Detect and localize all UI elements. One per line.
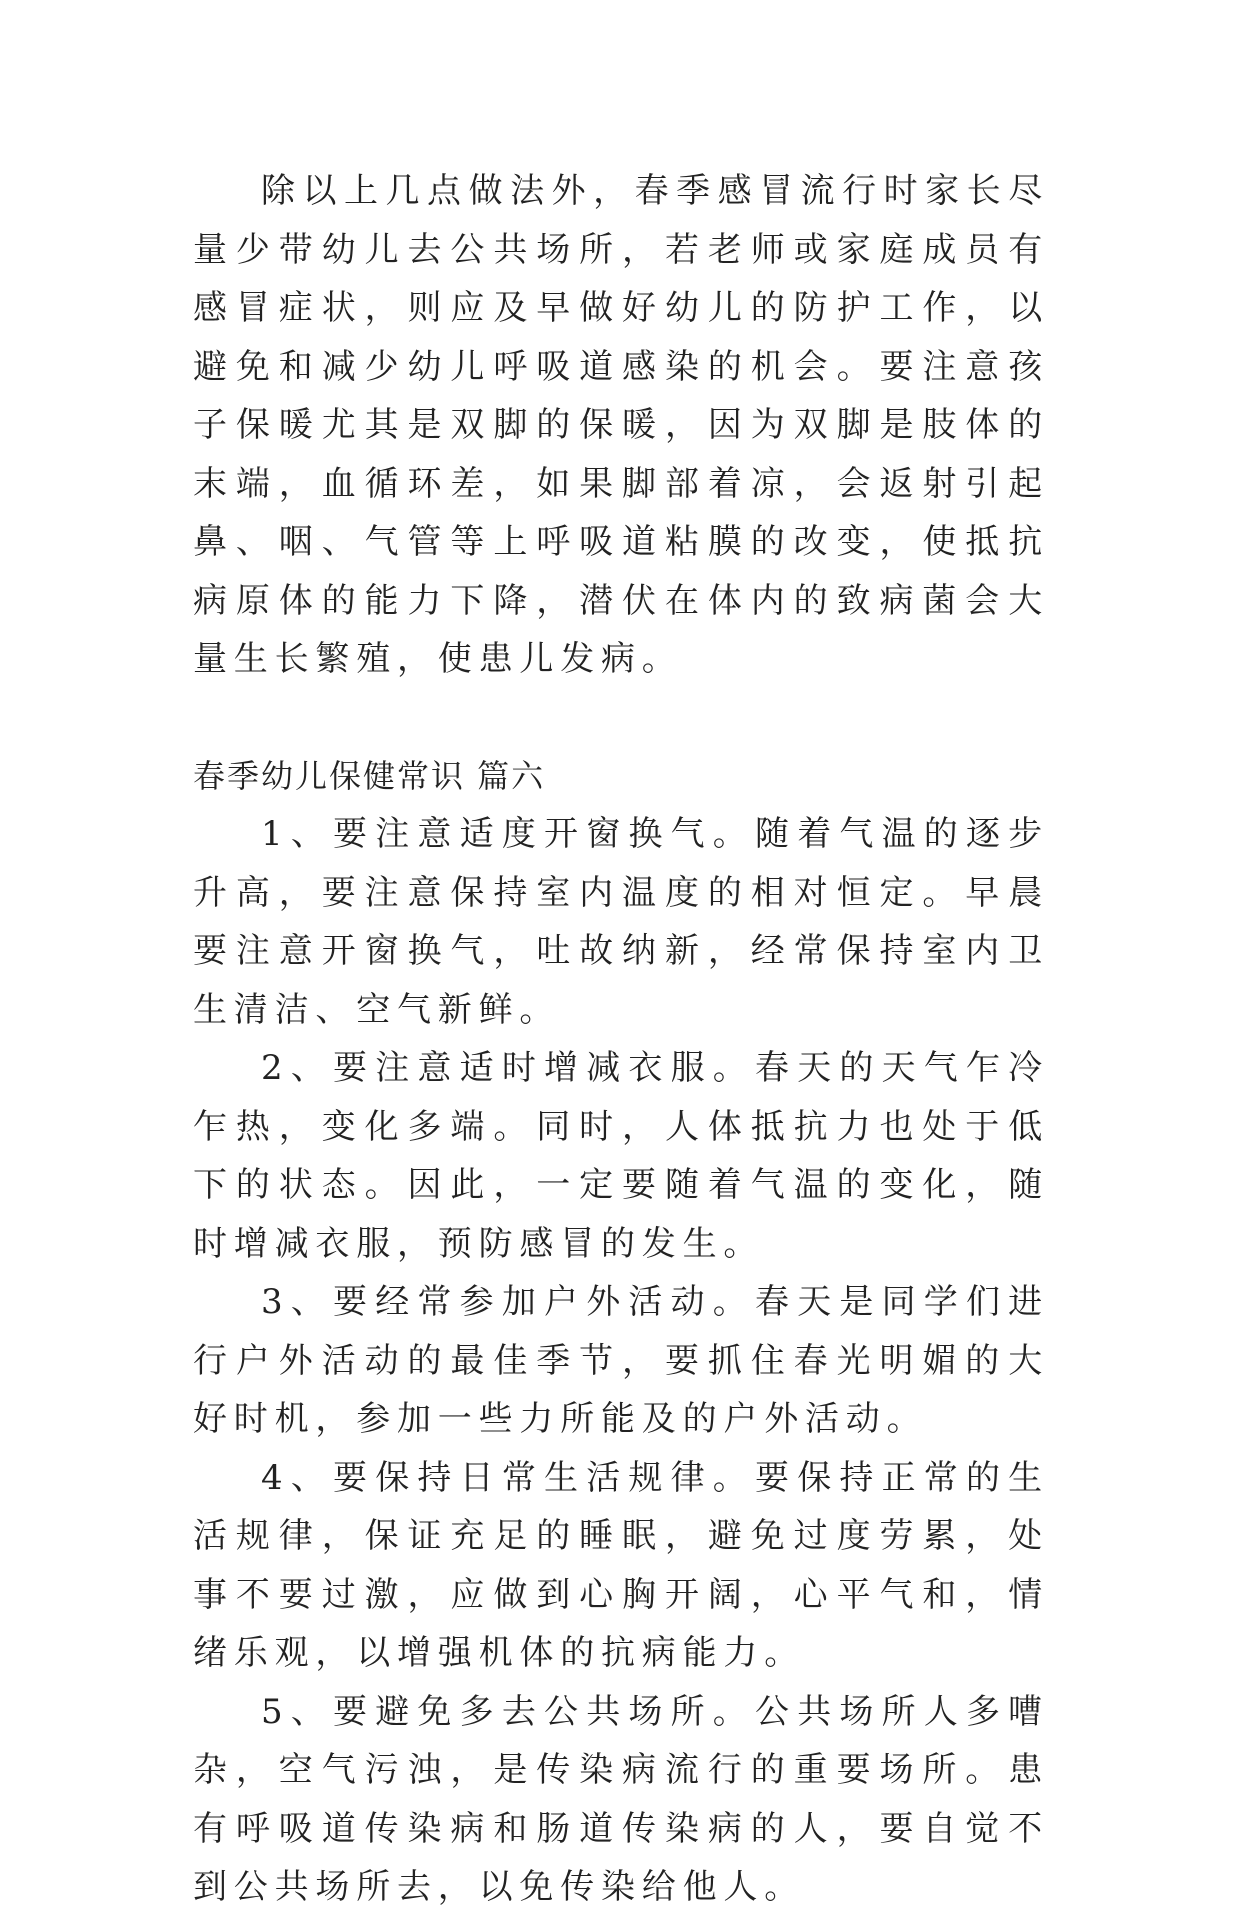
list-item: 2、要注意适时增减衣服。春天的天气乍冷乍热，变化多端。同时，人体抵抗力也处于低下的状态。因此，一定要随着气温的变化，随时增减衣服，预防感冒的发生。 bbox=[193, 1048, 1049, 1264]
list-item: 5、要避免多去公共场所。公共场所人多嘈杂，空气污浊，是传染病流行的重要场所。患有呼吸道传染病和肠道传染病的人，要自觉不到公共场所去，以免传染给他人。 bbox=[193, 1691, 1049, 1907]
intro-paragraph: 除以上几点做法外，春季感冒流行时家长尽量少带幼儿去公共场所，若老师或家庭成员有感冒症状，则应及早做好幼儿的防护工作，以避免和减少幼儿呼吸道感染的机会。要注意孩子保暖尤其是双脚的保暖，因为双脚是肢体的末端，血循环差，如果脚部着凉，会返射引起鼻、咽、气管等上呼吸道粘膜的改变，使抵抗病原体的能力下降，潜伏在体内的致病菌会大量生长繁殖，使患儿发病。 bbox=[193, 171, 1049, 679]
section-title: 春季幼儿保健常识 篇六 bbox=[193, 756, 546, 795]
document-page bbox=[193, 162, 1049, 1917]
list-item: 3、要经常参加户外活动。春天是同学们进行户外活动的最佳季节，要抓住春光明媚的大好时机，参加一些力所能及的户外活动。 bbox=[193, 1282, 1049, 1439]
list-item: 4、要保持日常生活规律。要保持正常的生活规律，保证充足的睡眠，避免过度劳累，处事不要过激，应做到心胸开阔，心平气和，情绪乐观，以增强机体的抗病能力。 bbox=[193, 1457, 1049, 1673]
list-item: 1、要注意适度开窗换气。随着气温的逐步升高，要注意保持室内温度的相对恒定。早晨要注意开窗换气，吐故纳新，经常保持室内卫生清洁、空气新鲜。 bbox=[193, 814, 1049, 1030]
